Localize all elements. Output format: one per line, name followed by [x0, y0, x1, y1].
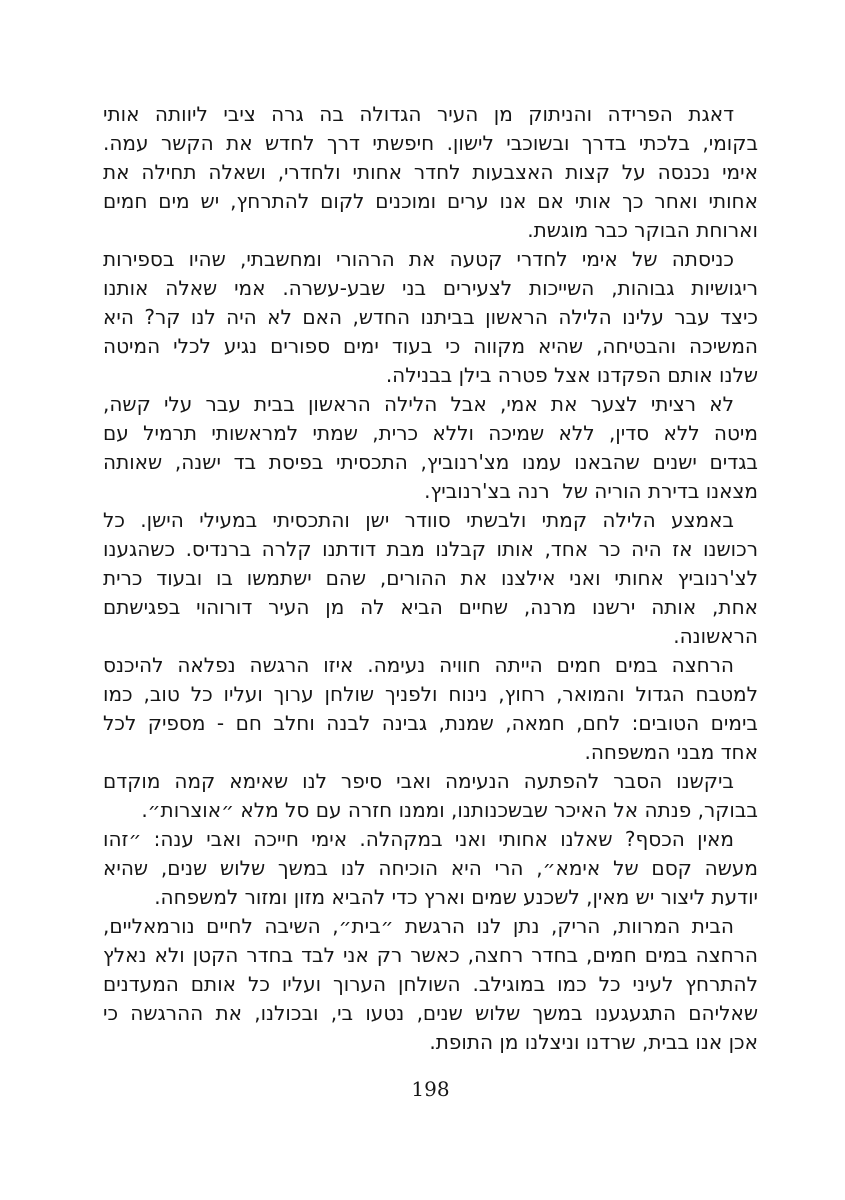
paragraph: [103, 245, 758, 390]
text-line-content: כיצד עבר עלינו הלילה הראשון בביתנו החדש, האם לא היה לנו קר? היא: [103, 305, 758, 329]
text-line-content: אחת, אותה ירשנו מרנה, שחיים הביא לה מן העיר דורוהוי בפגישתם: [103, 595, 758, 619]
text-line: [103, 767, 758, 796]
text-line: [103, 100, 758, 129]
text-line-content: לא רציתי לצער את אמי, אבל הלילה הראשון בבית עבר עלי קשה,: [103, 392, 734, 416]
text-line: [103, 187, 758, 216]
text-line-content: רכושנו אז היה כר אחד, אותו קבלנו מבת דודתנו קלרה ברנדיס. כשהגענו: [103, 537, 758, 561]
paragraph: [103, 651, 758, 767]
text-line: [103, 274, 758, 303]
text-line-content: אימי נכנסה על קצות האצבעות לחדר אחותי ולחדרי, ושאלה תחילה את: [103, 160, 758, 184]
text-line: [103, 477, 758, 506]
text-line: [103, 216, 758, 245]
text-line-content: בגדים ישנים שהבאנו עמנו מצ'רנוביץ, התכסיתי בפיסת בד ישנה, שאותה: [103, 450, 758, 474]
text-line-content: באמצע הלילה קמתי ולבשתי סוודר ישן והתכסיתי במעילי הישן. כל: [103, 508, 734, 532]
text-line: [103, 158, 758, 187]
text-line-content: הרחצה במים חמים הייתה חוויה נעימה. איזו הרגשה נפלאה להיכנס: [103, 653, 734, 677]
text-line: [103, 390, 758, 419]
text-line-content: הרחצה במים חמים, בחדר רחצה, כאשר רק אני לבד בחדר הקטן ולא נאלץ: [103, 943, 758, 967]
paragraph: [103, 100, 758, 245]
paragraph: [103, 912, 758, 1057]
text-line: [103, 709, 758, 738]
text-line-content: יודעת ליצור יש מאין, לשכנע שמים וארץ כדי להביא מזון ומזור למשפחה.: [154, 885, 758, 909]
text-line: [103, 941, 758, 970]
text-line: [103, 535, 758, 564]
text-line-content: מצאנו בדירת הוריה של רנה בצ'רנוביץ.: [424, 479, 758, 503]
text-line-content: שאליהם התגעגענו במשך שלוש שנים, נטעו בי, ובכולנו, את ההרגשה כי: [103, 1001, 758, 1025]
text-line-content: המשיכה והבטיחה, שהיא מקווה כי בעוד ימים ספורים נגיע לכלי המיטה: [103, 334, 758, 358]
text-line: [103, 622, 758, 651]
text-line-content: ריגושיות גבוהות, השייכות לצעירים בני שבע-עשרה. אמי שאלה אותנו: [103, 276, 758, 300]
text-line-content: בימים הטובים: לחם, חמאה, שמנת, גבינה לבנה וחלב חם - מספיק לכל: [103, 711, 758, 735]
text-line: [103, 912, 758, 941]
text-line-content: אחותי ואחר כך אותי אם אנו ערים ומוכנים לקום להתרחץ, יש מים חמים: [103, 189, 758, 213]
text-line: [103, 825, 758, 854]
paragraph: [103, 506, 758, 651]
text-line-content: בבוקר, פנתה אל האיכר שבשכנותנו, וממנו חזרה עם סל מלא ״אוצרות״.: [141, 798, 758, 822]
text-line: [103, 680, 758, 709]
text-line-content: וארוחת הבוקר כבר מוגשת.: [527, 218, 758, 242]
text-line: [103, 332, 758, 361]
text-line: [103, 854, 758, 883]
text-line: [103, 245, 758, 274]
text-line-content: מאין הכסף? שאלנו אחותי ואני במקהלה. אימי חייכה ואבי ענה: ״זהו: [103, 827, 734, 851]
text-block: [103, 100, 758, 1057]
text-line: [103, 303, 758, 332]
text-line: [103, 738, 758, 767]
text-line-content: להתרחץ לעיני כל כמו במוגילב. השולחן הערוך ועליו כל אותם המעדנים: [103, 972, 758, 996]
text-line-content: אכן אנו בבית, שרדנו וניצלנו מן התופת.: [429, 1030, 758, 1054]
text-line-content: לצ'רנוביץ אחותי ואני אילצנו את ההורים, שהם ישתמשו בו ובעוד כרית: [103, 566, 758, 590]
text-line-content: דאגת הפרידה והניתוק מן העיר הגדולה בה גרה ציבי ליוותה אותי: [103, 102, 734, 126]
text-line: [103, 1028, 758, 1057]
page-number: 198: [411, 1077, 450, 1101]
text-line: [103, 796, 758, 825]
text-line-content: בקומי, בלכתי בדרך ובשוכבי לישון. חיפשתי דרך לחדש את הקשר עמה.: [103, 131, 758, 155]
text-line: [103, 651, 758, 680]
text-line: [103, 999, 758, 1028]
paragraph: [103, 767, 758, 825]
text-line: [103, 506, 758, 535]
text-line: [103, 970, 758, 999]
text-line-content: מעשה קסם של אימא״, הרי היא הוכיחה לנו במשך שלוש שנים, שהיא: [103, 856, 758, 880]
text-line: [103, 419, 758, 448]
paragraph: [103, 390, 758, 506]
text-line: [103, 448, 758, 477]
paragraph: [103, 825, 758, 912]
text-line-content: למטבח הגדול והמואר, רחוץ, נינוח ולפניך שולחן ערוך ועליו כל טוב, כמו: [103, 682, 758, 706]
text-line-content: כניסתה של אימי לחדרי קטעה את הרהורי ומחשבתי, שהיו בספירות: [103, 247, 734, 271]
text-line-content: מיטה ללא סדין, ללא שמיכה וללא כרית, שמתי למראשותי תרמיל עם: [103, 421, 758, 445]
text-line-content: ביקשנו הסבר להפתעה הנעימה ואבי סיפר לנו שאימא קמה מוקדם: [103, 769, 734, 793]
text-line: [103, 593, 758, 622]
text-line: [103, 129, 758, 158]
text-line-content: הראשונה.: [673, 624, 758, 648]
text-line-content: הבית המרוות, הריק, נתן לנו הרגשת ״בית״, השיבה לחיים נורמאליים,: [103, 914, 734, 938]
text-line: [103, 361, 758, 390]
text-line-content: אחד מבני המשפחה.: [584, 740, 758, 764]
text-line: [103, 564, 758, 593]
text-line-content: שלנו אותם הפקדנו אצל פטרה בילן בבנילה.: [385, 363, 758, 387]
text-line: [103, 883, 758, 912]
